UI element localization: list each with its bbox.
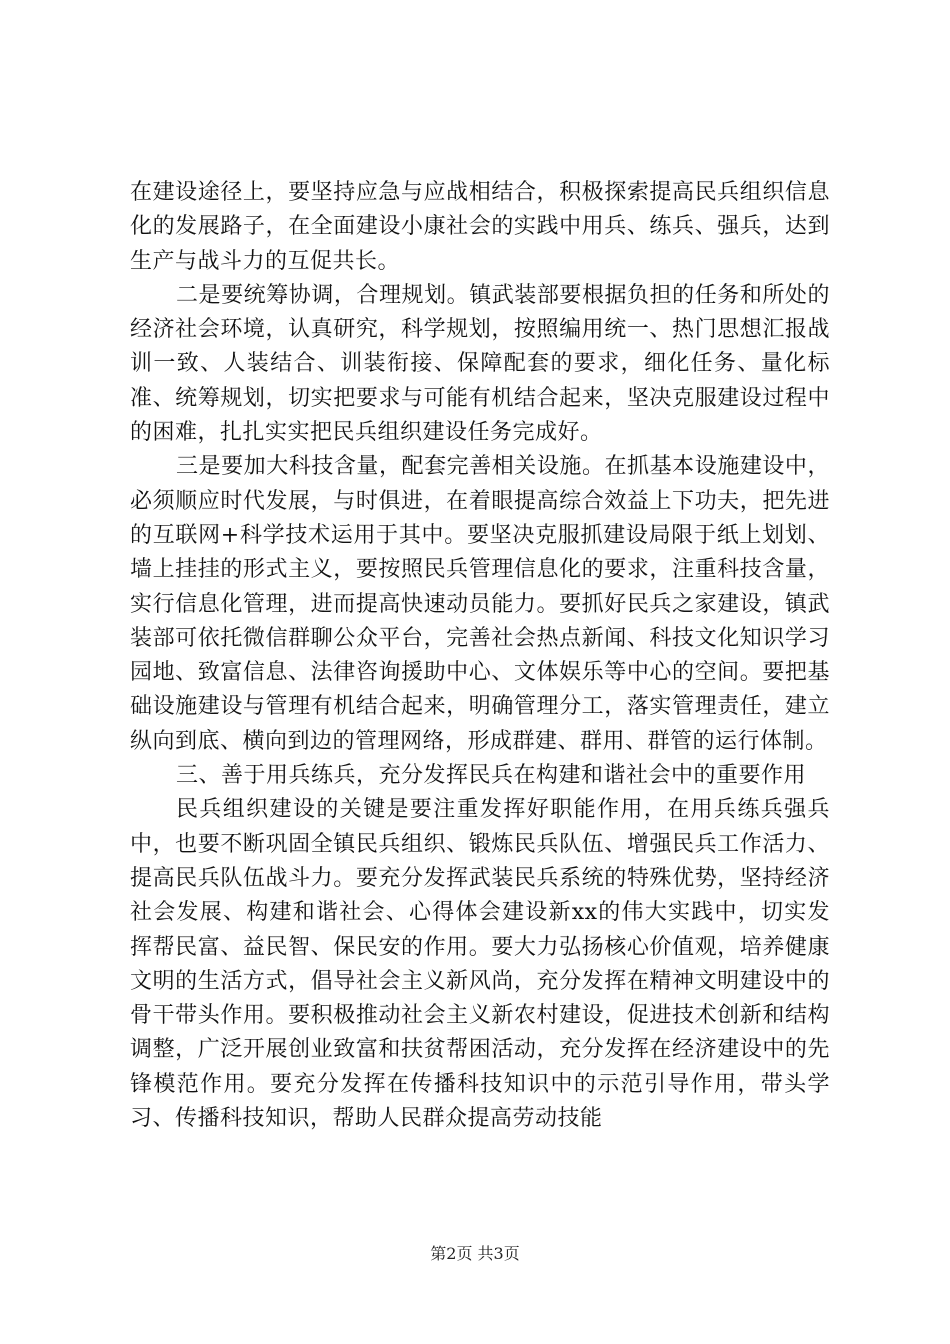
paragraph-planning: 二是要统筹协调，合理规划。镇武装部要根据负担的任务和所处的经济社会环境，认真研究，科学规划，按照编用统一、热门思想汇报战训一致、人装结合、训装衔接、保障配套的要求，细化任务、量化标准、统筹规划，切实把要求与可能有机结合起来，坚决克服建设过程中的困难，扎扎实实把民兵组织建设任务完成好。: [130, 282, 830, 446]
document-body: [130, 176, 830, 1136]
paragraph-technology: 三是要加大科技含量，配套完善相关设施。在抓基本设施建设中，必须顺应时代发展，与时俱进，在着眼提高综合效益上下功夫，把先进的互联网+科学技术运用于其中。要坚决克服抓建设局限于纸上划划、墙上挂挂的形式主义，要按照民兵管理信息化的要求，注重科技含量，实行信息化管理，进而提高快速动员能力。要抓好民兵之家建设，镇武装部可依托微信群聊公众平台，完善社会热点新闻、科技文化知识学习园地、致富信息、法律咨询援助中心、文体娱乐等中心的空间。要把基础设施建设与管理有机结合起来，明确管理分工，落实管理责任，建立纵向到底、横向到边的管理网络，形成群建、群用、群管的运行体制。: [130, 454, 830, 754]
paragraph-continuation: 在建设途径上，要坚持应急与应战相结合，积极探索提高民兵组织信息化的发展路子，在全面建设小康社会的实践中用兵、练兵、强兵，达到生产与战斗力的互促共长。: [130, 180, 830, 274]
page-footer: 第2页 共3页: [430, 1244, 520, 1263]
section-heading: 三、善于用兵练兵，充分发挥民兵在构建和谐社会中的重要作用: [176, 763, 807, 789]
paragraph-militia-role: 民兵组织建设的关键是要注重发挥好职能作用，在用兵练兵强兵中，也要不断巩固全镇民兵组织、锻炼民兵队伍、增强民兵工作活力、提高民兵队伍战斗力。要充分发挥武装民兵系统的特殊优势，坚持经济社会发展、构建和谐社会、心得体会建设新xx的伟大实践中，切实发挥帮民富、益民智、保民安的作用。要大力弘扬核心价值观，培养健康文明的生活方式，倡导社会主义新风尚，充分发挥在精神文明建设中的骨干带头作用。要积极推动社会主义新农村建设，促进技术创新和结构调整，广泛开展创业致富和扶贫帮困活动，充分发挥在经济建设中的先锋模范作用。要充分发挥在传播科技知识中的示范引导作用，带头学习、传播科技知识，帮助人民群众提高劳动技能: [130, 797, 830, 1132]
